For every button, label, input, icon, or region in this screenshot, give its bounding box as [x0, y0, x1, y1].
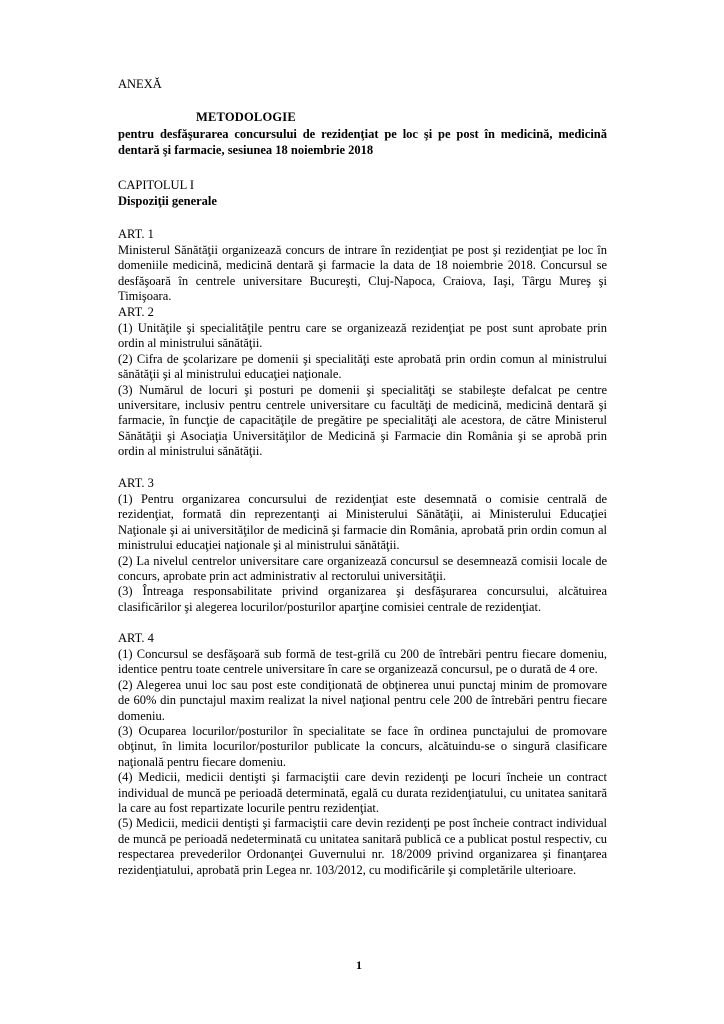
- article-4-label: ART. 4: [118, 631, 154, 645]
- article-3-paragraph-2: (2) La nivelul centrelor universitare care organizează concursul se desemnează comisii locale de concurs, aprobate prin act administrativ al rectorului universităţii.: [118, 553, 607, 584]
- article-4-paragraph-3: (3) Ocuparea locurilor/posturilor în specialitate se face în ordinea punctajului de promovare obţinut, în limita locurilor/posturilor publicate la concurs, alcătuindu-se o singură clasificare naţională pentru fiecare domeniu.: [118, 724, 607, 769]
- article-2-body: [118, 321, 607, 460]
- article-4-paragraph-5: (5) Medicii, medicii dentişti şi farmaciştii care devin rezidenţi pe post încheie contract individual de muncă pe perioadă nedeterminată cu unitatea sanitară publică ce a publicat postul respectiv, cu respectarea prevederilor Ordonanţei Guvernului nr. 18/2009 privind organizarea şi finanţarea rezidenţiatului, aprobată prin Legea nr. 103/2012, cu modificările şi completările ulterioare.: [118, 816, 607, 877]
- article-4-paragraph-2: (2) Alegerea unui loc sau post este condiţionată de obţinerea unui punctaj minim de promovare de 60% din punctajul maxim realizat la nivel naţional pentru cele 200 de întrebări pentru fiecare domeniu.: [118, 677, 607, 723]
- document-subtitle: pentru desfăşurarea concursului de rezidenţiat pe loc şi pe post în medicină, medicină dentară şi farmacie, sesiunea 18 noiembrie 2018: [118, 127, 607, 157]
- document-title: METODOLOGIE: [196, 110, 296, 124]
- article-1-body: [118, 243, 607, 305]
- article-3-label: ART. 3: [118, 476, 154, 490]
- article-4-paragraph-1: (1) Concursul se desfăşoară sub formă de test-grilă cu 200 de întrebări pentru fiecare domeniu, identice pentru toate centrele universitare în care se organizează concursul, pe o durată de 4 ore.: [118, 647, 607, 677]
- chapter-label: CAPITOLUL I: [118, 178, 195, 192]
- article-1-label: ART. 1: [118, 227, 154, 241]
- article-2-label: ART. 2: [118, 305, 154, 319]
- article-2-paragraph-2: (2) Cifra de şcolarizare pe domenii şi specialităţi este aprobată prin ordin comun al ministrului sănătăţii şi al ministrului educaţiei naţionale.: [118, 351, 607, 382]
- article-4-paragraph-4: (4) Medicii, medicii dentişti şi farmaciştii care devin rezidenţi pe locuri încheie un contract individual de muncă pe perioadă determinată, egală cu durata rezidenţiatului, cu unitatea sanitară la care au fost repartizate locurile pentru rezidenţiat.: [118, 770, 607, 816]
- article-2-paragraph-1: (1) Unităţile şi specialităţile pentru care se organizează rezidenţiat pe post sunt aprobate prin ordin al ministrului sănătăţii.: [118, 321, 607, 351]
- page-number: 1: [356, 958, 362, 972]
- article-4-body: [118, 647, 607, 878]
- article-2-paragraph-3: (3) Numărul de locuri şi posturi pe domenii şi specialităţi se stabileşte defalcat pe centre universitare, inclusiv pentru centrele universitare cu facultăţi de medicină, medicină dentară şi farmacie, în funcţie de capacităţile de pregătire pe specialităţi ale acestora, de către Ministerul Sănătăţii şi Asociaţia Universităţilor de Medicină şi Farmacie din România şi se aprobă prin ordin al ministrului sănătăţii.: [118, 382, 607, 459]
- article-3-paragraph-1: (1) Pentru organizarea concursului de rezidenţiat este desemnată o comisie centrală de rezidenţiat, formată din reprezentanţi ai Ministerului Sănătăţii, ai Ministerului Educaţiei Naţionale şi ai universităţilor de medicină şi farmacie din România, aprobată prin ordin comun al ministrului educaţiei naţionale şi al ministrului sănătăţii.: [118, 492, 607, 553]
- annex-label: ANEXĂ: [118, 77, 162, 91]
- article-3-paragraph-3: (3) Întreaga responsabilitate privind organizarea şi desfăşurarea concursului, alcătuirea clasificărilor şi alegerea locurilor/posturilor aparţine comisiei centrale de rezidenţiat.: [118, 584, 607, 614]
- chapter-title: Dispoziţii generale: [118, 194, 217, 208]
- article-1-paragraph-1: Ministerul Sănătăţii organizează concurs de intrare în rezidenţiat pe post şi rezidenţiat pe loc în domeniile medicină, medicină dentară şi farmacie la data de 18 noiembrie 2018. Concursul se desfăşoară în centrele universitare Bucureşti, Cluj-Napoca, Craiova, Iaşi, Târgu Mureş şi Timişoara.: [118, 243, 607, 304]
- article-3-body: [118, 492, 607, 615]
